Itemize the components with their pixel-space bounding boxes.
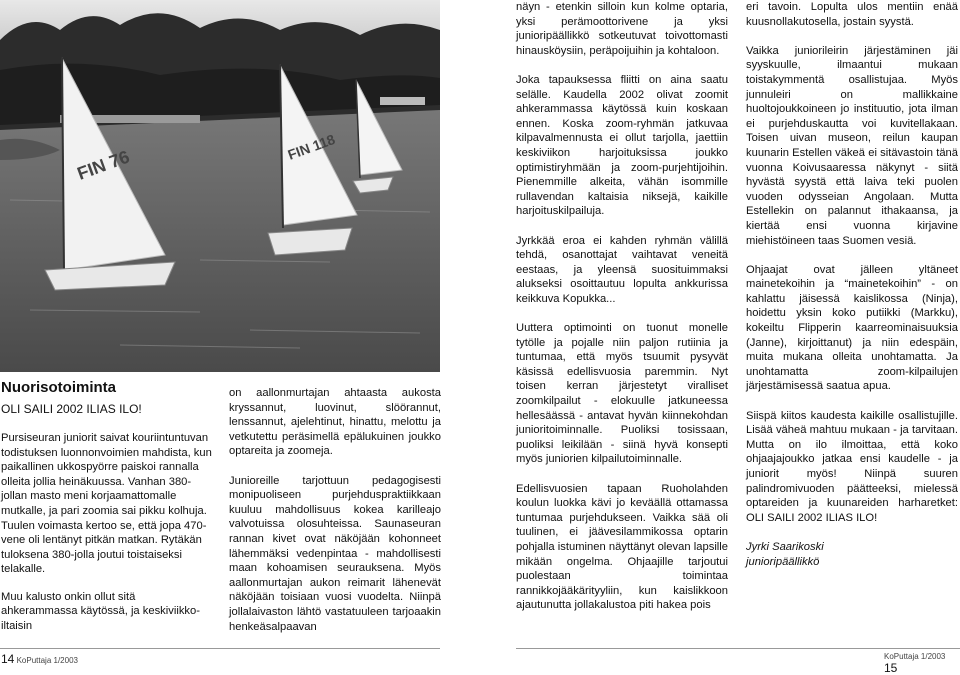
body-paragraph: Junioreille tarjottuun pedagogisesti monipuoliseen purjehduspraktiikkaan kuuluu mahdollisuus kokea karilleajo valvotuissa olosuhteissa. Saunaseuran rannan kivet ovat näköjään kohonneet lähemmäksi vedenpintaa - mahdollisesti maan kohoamisen seurauksena. Myös aallonmurtajan aukon reimarit lähenevät näköjään toisiaan vuosi vuodelta. Niinpä jollalaivaston lähtö vastatuuleen tarjoaakin henkeäsalpaavan bbox=[229, 474, 441, 633]
article-subheading: OLI SAILI 2002 ILIAS ILO! bbox=[1, 402, 142, 416]
footer-label: KoPuttaja 1/2003 bbox=[884, 652, 946, 661]
section-heading: Nuorisotoiminta bbox=[1, 379, 116, 396]
body-paragraph: Edellisvuosien tapaan Ruoholahden koulun luokka kävi jo keväällä ottamassa tuntumaa purjehdukseen. Vaikka sää oli tuulinen, ei jäävesilammikossa optarin pohjalla istuminen näyttänyt olevan lapsille mikään ongelma. Ohjaajille tarjoutui puolestaan toimintaa rannikkojääkärityyliin, kun kaislikkoon ajautunutta jollakalustoa piti hakea pois bbox=[516, 482, 728, 612]
body-paragraph: näyn - etenkin silloin kun kolme optaria, yksi perämoottorivene ja yksi junioripäällikkö sotkeutuvat toivottomasti hinausköysiin, peräpoijuihin ja kohtaloon. bbox=[516, 1, 728, 57]
body-paragraph: Joka tapauksessa fliitti on aina saatu selälle. Kaudella 2002 olivat zoomit ahkerammassa käytössä kuin koskaan ennen. Koska zoom-ryhmän jatkuvaa kilpavalmennusta ei ollut tarjolla, jaettiin keskiviikon harjoituksissa joukko optimistiryhmään ja zoom-purjehtijoihin. Pienemmille alkeita, vähän isommille rullavendan kaltaisia niksejä, kaikille harjoituskilpailuja. bbox=[516, 73, 728, 218]
footer-right bbox=[884, 652, 960, 675]
footer-rule-left bbox=[0, 648, 440, 649]
svg-text:FIN 118: FIN 118 bbox=[285, 131, 338, 163]
right-column-2 bbox=[746, 0, 958, 569]
page-number: 14 bbox=[1, 652, 15, 666]
body-paragraph: Vaikka juniorileirin järjestäminen jäi syyskuulle, ilmaantui mukaan toistakymmentä osallistujaa. Myös junnuleiri on mallikkaine huoltojoukkoineen jo instituutio, jota ilman ei purjehduskautta voi kuvitellakaan. Toisen uivan museon, reilun kaupan kuunarin Estellen väkeä ei sitävastoin tänä vuonna Koivusaaressa näkynyt - siitä hyvästä syystä että laiva teki puolen vuoden odysseian Angolaan. Mutta Estellekin on palannut ithakaansa, ja kiertää ensi vuonna kirjavine miehistöineen taas Suomen vesiä. bbox=[746, 44, 958, 247]
body-paragraph: Ohjaajat ovat jälleen yltäneet mainetekoihin ja “mainetekoihin” - on kahlattu jäisessä kaislikossa (Ninja), hoidettu yksin koko putiikki (Markku), kokeiltu Flipperin kaarreominaisuuksia (Janne), kirjoittanut) ja niin edespäin, muita mukana olleita unohtamatta. Ja unohtamatta zoom-kilpailujen järjestämisessä saatua apua. bbox=[746, 263, 958, 393]
right-column-1 bbox=[516, 0, 728, 628]
page-number: 15 bbox=[884, 661, 898, 675]
intro-paragraph: Muu kalusto onkin ollut sitä ahkerammassa käytössä, ja keskiviikko-iltaisin bbox=[1, 590, 200, 632]
left-middle-column bbox=[229, 386, 441, 649]
intro-paragraph: Pursiseuran juniorit saivat kouriintuntuvan todistuksen luonnonvoimien mahdista, kun paikallinen ukkospyörre paiskoi rannalla olleita jollia heinäkuussa. Vanhan 380-jollan masto meni korjaamattomalle mutkalle, ja pari zoomia sai pikku kolhuja. Tuulen voimasta kertoo se, että jopa 470-vene oli lentänyt pitkän matkan. Rytäkän tuloksena 380-jolla joutui toistaiseksi telakalle. bbox=[1, 432, 212, 576]
body-paragraph: Siispä kiitos kaudesta kaikille osallistujille. Lisää väheä mahtuu mukaan - ja tarvitaan. Mutta on ilo ilmoittaa, että koko ohjaajajoukko jatkaa ensi kaudelle - ja juniorit myös! Niinpä suuren palindromivuoden päätteeksi, mielessä optareiden ja kuunareiden harharetket: OLI SAILI 2002 ILIAS ILO! bbox=[746, 409, 958, 524]
signature-title: junioripäällikkö bbox=[746, 555, 820, 568]
footer-label: KoPuttaja 1/2003 bbox=[16, 656, 78, 665]
signature-name: Jyrki Saarikoski bbox=[746, 540, 824, 553]
body-paragraph: eri tavoin. Lopulta ulos mentiin enää kuusnollakutosella, jostain syystä. bbox=[746, 1, 958, 28]
left-intro-column bbox=[1, 431, 213, 648]
signature bbox=[746, 540, 958, 569]
svg-text:FIN 76: FIN 76 bbox=[74, 146, 133, 184]
sailing-photo bbox=[0, 0, 440, 372]
footer-left bbox=[1, 652, 78, 666]
body-paragraph: Jyrkkää eroa ei kahden ryhmän välillä tehdä, osanottajat vaihtavat veneitä eestaas, ja yleensä suosituimmaksi alukseksi osoittautuu lopulta ankkurissa keikkuva Kopukka... bbox=[516, 234, 728, 305]
body-paragraph: on aallonmurtajan ahtaasta aukosta kryssannut, luovinut, slöörannut, lenssannut, ajelehtinut, hinattu, melottu ja vetkutettu peräsimellä epälukuinen joukko optareita ja zoomeja. bbox=[229, 387, 441, 458]
footer-rule-right bbox=[516, 648, 960, 649]
body-paragraph: Uuttera optimointi on tuonut monelle tytölle ja pojalle niin paljon rutiinia ja tuntumaa, että myös tsuumit pysyvät käsissä edellisvuosia paremmin. Nyt toisen kerran järjestetyt viralliset zoomkilpailut - elokuulle jatkuneessa hellesäässä - antavat hyvän kiinnekohdan junioritoiminnalle. Puoliksi tosissaan, puoliksi leikilään - siinä hyvä konsepti myös juniorien kilpailutoiminnalle. bbox=[516, 322, 728, 466]
